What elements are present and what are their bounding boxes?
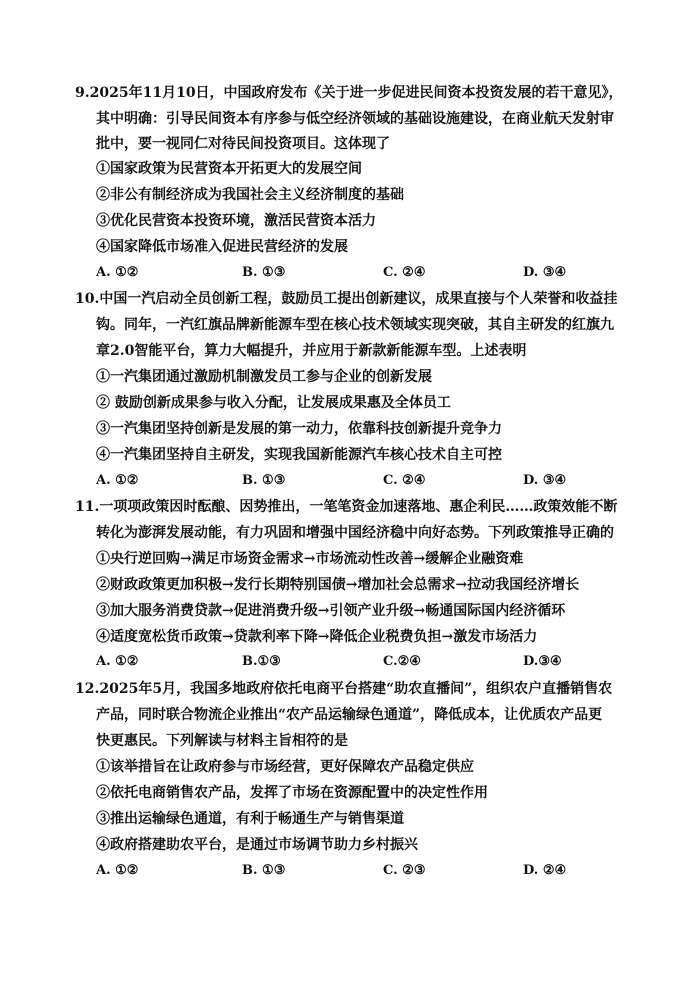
statement: ①国家政策为民营资本开拓更大的发展空间: [96, 161, 362, 177]
question-line: 其中明确：引导民间资本有序参与低空经济领域的基础设施建设，在商业航天发射审: [96, 111, 614, 127]
question-text: 中国一汽启动全员创新工程，鼓励员工提出创新建议，成果直接与个人荣誉和收益挂: [99, 291, 618, 307]
statement: ② 鼓励创新成果参与收入分配，让发展成果惠及全体员工: [96, 395, 451, 411]
statement: ③一汽集团坚持创新是发展的第一动力，依靠科技创新提升竞争力: [96, 421, 502, 437]
question-number: 11.: [75, 499, 100, 515]
statement: ③推出运输绿色通道，有利于畅通生产与销售渠道: [96, 811, 404, 827]
question-text: 2025年11月10日，中国政府发布《关于进一步促进民间资本投资发展的若干意见》，: [89, 85, 623, 101]
option-a[interactable]: A. ①②: [96, 265, 139, 280]
question-number: 10.: [75, 291, 100, 307]
question-line: [75, 498, 617, 516]
option-b[interactable]: B. ①③: [242, 863, 286, 878]
question-text: 一项项政策因时酝酿、因势推出，一笔笔资金加速落地、惠企利民……政策效能不断: [99, 499, 618, 515]
option-c[interactable]: C. ②④: [383, 265, 426, 280]
option-a[interactable]: A. ①②: [96, 654, 139, 669]
statement: ③加大服务消费贷款→促进消费升级→引领产业升级→畅通国际国内经济循环: [96, 603, 566, 619]
question-line: 章2.0智能平台，算力大幅提升，并应用于新款新能源车型。上述表明: [96, 343, 527, 359]
question-line: [75, 680, 612, 698]
statement: ①央行逆回购→满足市场资金需求→市场流动性改善→缓解企业融资难: [96, 551, 524, 567]
statement: ①一汽集团通过激励机制激发员工参与企业的创新发展: [96, 369, 432, 385]
statement: ②非公有制经济成为我国社会主义经济制度的基础: [96, 187, 404, 203]
question-text: 2025年5月，我国多地政府依托电商平台搭建“助农直播间”，组织农户直播销售农: [99, 681, 613, 697]
statement: ④国家降低市场准入促进民营经济的发展: [96, 239, 348, 255]
statement: ②依托电商销售农产品，发挥了市场在资源配置中的决定性作用: [96, 785, 488, 801]
statement: ④政府搭建助农平台，是通过市场调节助力乡村振兴: [96, 837, 418, 853]
option-c[interactable]: C. ②④: [383, 473, 426, 488]
statement: ①该举措旨在让政府参与市场经营，更好保障农产品稳定供应: [96, 759, 474, 775]
statement: ③优化民营资本投资环境，激活民营资本活力: [96, 213, 376, 229]
question-line: 钩。同年，一汽红旗品牌新能源车型在核心技术领域实现突破，其自主研发的红旗九: [96, 317, 614, 333]
option-d[interactable]: D. ③④: [523, 473, 567, 488]
statement: ④适度宽松货币政策→贷款利率下降→降低企业税费负担→激发市场活力: [96, 629, 538, 645]
question-number: 12.: [75, 681, 100, 697]
statement: ④一汽集团坚持自主研发，实现我国新能源汽车核心技术自主可控: [96, 447, 502, 463]
question-line: 快更惠民。下列解读与材料主旨相符的是: [96, 733, 348, 749]
option-c[interactable]: C. ②③: [383, 863, 426, 878]
option-b[interactable]: B. ①③: [242, 265, 286, 280]
option-d[interactable]: D. ②④: [523, 863, 567, 878]
question-number: 9.: [75, 85, 90, 101]
option-a[interactable]: A. ①②: [96, 473, 139, 488]
option-b[interactable]: B. ①③: [242, 473, 286, 488]
question-line: 批中，要一视同仁对待民间投资项目。这体现了: [96, 136, 390, 152]
option-c[interactable]: C.②④: [383, 654, 421, 669]
option-b[interactable]: B.①③: [242, 654, 281, 669]
question-line: [75, 290, 617, 308]
question-line: 产品，同时联合物流企业推出“农产品运输绿色通道”，降低成本，让优质农产品更: [96, 707, 603, 723]
question-line: [75, 84, 623, 102]
option-d[interactable]: D.③④: [523, 654, 562, 669]
question-line: 转化为澎湃发展动能，有力巩固和增强中国经济稳中向好态势。下列政策推导正确的: [96, 525, 614, 541]
option-a[interactable]: A. ①②: [96, 863, 139, 878]
option-d[interactable]: D. ③④: [523, 265, 567, 280]
statement: ②财政政策更加积极→发行长期特别国债→增加社会总需求→拉动我国经济增长: [96, 577, 580, 593]
